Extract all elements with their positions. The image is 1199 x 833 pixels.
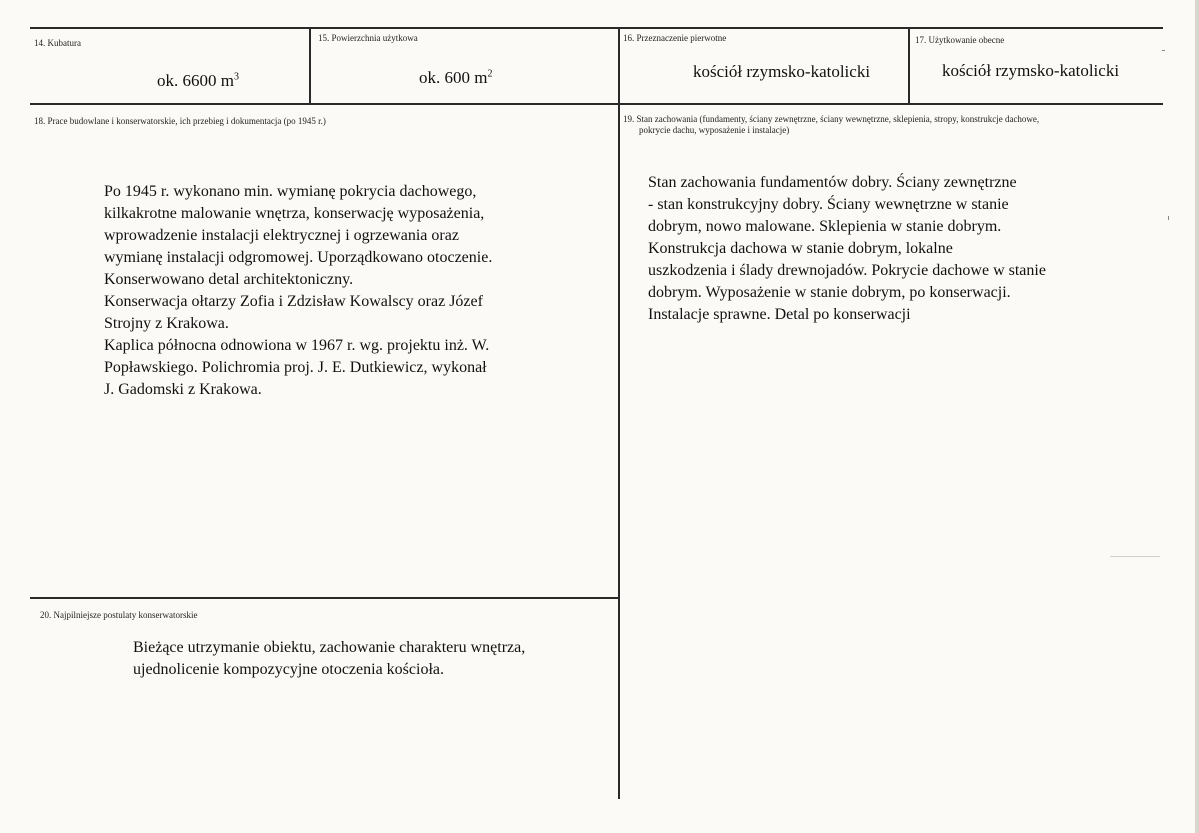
field-18-line: Konserwacja ołtarzy Zofia i Zdzisław Kowalscy oraz Józef — [104, 293, 483, 310]
field-17-value: kościół rzymsko-katolicki — [942, 61, 1120, 80]
field-18-label: 18. Prace budowlane i konserwatorskie, ich przebieg i dokumentacja (po 1945 r.) — [34, 116, 326, 126]
field-16-value: kościół rzymsko-katolicki — [693, 62, 871, 81]
field-14-unit-exponent: 3 — [233, 71, 239, 83]
field-19-label — [623, 114, 1153, 136]
field-15-label: 15. Powierzchnia użytkowa — [318, 33, 418, 43]
field-15-value — [419, 68, 492, 88]
field-17-label: 17. Użytkowanie obecne — [915, 35, 1005, 45]
field-14-value-text: ok. 6600 m — [157, 71, 234, 90]
divider-14-15 — [309, 27, 311, 105]
scan-speck — [1110, 556, 1160, 557]
field-18-line: Strojny z Krakowa. — [104, 315, 229, 332]
field-19-label-line1: 19. Stan zachowania (fundamenty, ściany zewnętrzne, ściany wewnętrzne, sklepienia, stropy, konstrukcje dachowe, — [623, 114, 1040, 124]
field-19-line: Instalacje sprawne. Detal po konserwacji — [648, 306, 911, 323]
field-18-line: wymianę instalacji odgromowej. Uporządkowano otoczenie. — [104, 249, 493, 266]
field-18-line: wprowadzenie instalacji elektrycznej i ogrzewania oraz — [104, 227, 459, 244]
field-20-line: Bieżące utrzymanie obiektu, zachowanie charakteru wnętrza, — [133, 639, 526, 656]
field-18-line: Konserwowano detal architektoniczny. — [104, 271, 354, 288]
scan-speck — [1162, 50, 1165, 51]
field-19-text — [648, 172, 1148, 326]
field-15-value-text: ok. 600 m — [419, 68, 488, 87]
divider-16-17 — [908, 27, 910, 105]
field-19-line: dobrym, nowo malowane. Sklepienia w stanie dobrym. — [648, 218, 1002, 235]
field-20-label: 20. Najpilniejsze postulaty konserwatorskie — [40, 610, 198, 620]
divider-main — [618, 27, 620, 799]
field-18-line: Po 1945 r. wykonano min. wymianę pokrycia dachowego, — [104, 183, 477, 200]
field-16-label: 16. Przeznaczenie pierwotne — [623, 33, 727, 43]
top-rule — [30, 27, 1163, 29]
field-18-line: Kaplica północna odnowiona w 1967 r. wg. projektu inż. W. — [104, 337, 490, 354]
field-18-line: kilkakrotne malowanie wnętrza, konserwację wyposażenia, — [104, 205, 485, 222]
field-19-line: Konstrukcja dachowa w stanie dobrym, lokalne — [648, 240, 953, 257]
field-20-text — [133, 637, 603, 681]
field-19-line: dobrym. Wyposażenie w stanie dobrym, po konserwacji. — [648, 284, 1011, 301]
field-19-line: - stan konstrukcyjny dobry. Ściany wewnętrzne w stanie — [648, 196, 1009, 213]
field-15-unit-exponent: 2 — [487, 68, 493, 80]
section-20-top-rule — [30, 597, 620, 599]
field-19-line: uszkodzenia i ślady drewnojadów. Pokrycie dachowe w stanie — [648, 262, 1046, 279]
field-20-line: ujednolicenie kompozycyjne otoczenia kościoła. — [133, 661, 444, 678]
field-14-label: 14. Kubatura — [34, 38, 81, 48]
field-19-label-line2: pokrycie dachu, wyposażenie i instalacje) — [639, 125, 790, 135]
field-14-value — [157, 71, 239, 91]
scan-speck — [1168, 216, 1169, 220]
field-18-text — [104, 181, 604, 401]
header-bottom-rule — [30, 103, 1163, 105]
field-19-line: Stan zachowania fundamentów dobry. Ściany zewnętrzne — [648, 174, 1017, 191]
field-18-line: Popławskiego. Polichromia proj. J. E. Dutkiewicz, wykonał — [104, 359, 487, 376]
field-18-line: J. Gadomski z Krakowa. — [104, 381, 262, 398]
